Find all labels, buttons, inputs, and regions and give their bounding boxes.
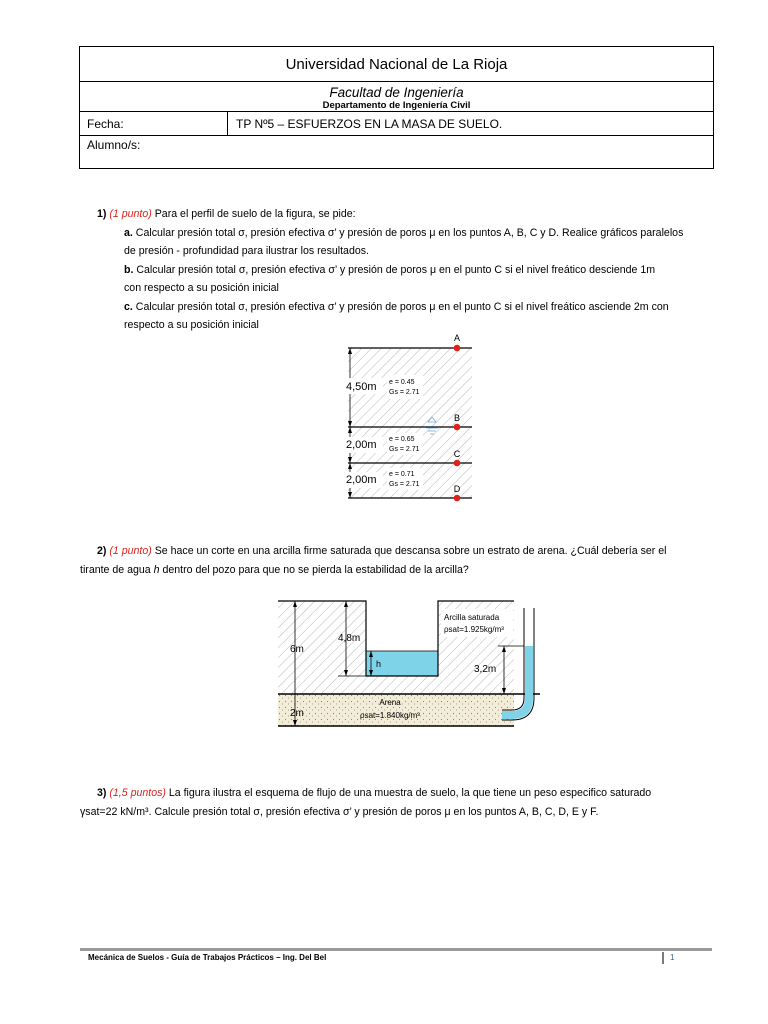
q1-number: 1) (97, 208, 107, 220)
layer1-e: e = 0.45 (389, 379, 415, 386)
q3-text-1: La figura ilustra el esquema de flujo de una muestra de suelo, la que tiene un peso especifico saturado (168, 787, 652, 799)
q3-line1 (80, 784, 714, 803)
clay-density: ρsat=1.925kg/m³ (444, 625, 504, 634)
layer1-thickness: 4,50m (346, 381, 377, 393)
question-3 (80, 784, 714, 821)
q2-text-h: h (153, 563, 160, 576)
footer-separator (662, 952, 664, 964)
q1-intro-line (97, 205, 717, 224)
point-d-label: D (453, 484, 461, 494)
q1-c-text-2: respecto a su posición inicial (124, 319, 259, 331)
q1-c-label: c. (124, 300, 133, 313)
footer-text: Mecánica de Suelos - Guía de Trabajos Prácticos – Ing. Del Bel (88, 953, 327, 962)
layer3-e: e = 0.71 (389, 471, 415, 478)
q1-c-text-1: Calcular presión total σ, presión efectiva σ’ y presión de poros μ en el punto C si el nivel freático asciende 2m con (135, 300, 669, 313)
point-a-label: A (453, 333, 461, 343)
q1-intro: Para el perfil de suelo de la figura, se pide: (154, 208, 356, 220)
q2-text-1: Se hace un corte en una arcilla firme saturada que descansa sobre un estrato de arena. ¿Cuál debería ser el (154, 545, 667, 557)
students-label: Alumno/s: (87, 138, 141, 152)
dim-h-label: h (376, 659, 382, 669)
clay-label: Arcilla saturada (444, 613, 500, 622)
dim-2m-label: 2m (290, 708, 304, 719)
q2-text-2b: dentro del pozo para que no se pierda la estabilidad de la arcilla? (159, 563, 469, 576)
department-title: Departamento de Ingeniería Civil (322, 100, 471, 111)
university-row (80, 47, 713, 82)
q2-line1 (80, 542, 714, 561)
point-b-marker (454, 424, 461, 431)
q1-a-text-1: Calcular presión total σ, presión efectiva σ’ y presión de poros μ en los puntos A, B, C y D. Realice gráficos paralelos (135, 226, 684, 239)
q1-b-label: b. (124, 263, 134, 276)
q3-number: 3) (97, 787, 107, 799)
layer1-gs: Gs = 2.71 (389, 389, 420, 396)
header-table (79, 46, 714, 169)
q3-points: (1,5 puntos) (109, 787, 166, 799)
q2-line2 (80, 561, 714, 580)
layer2-thickness: 2,00m (346, 439, 377, 451)
sand-label: Arena (379, 698, 401, 707)
date-label: Fecha: (80, 112, 228, 135)
q1-c-line1 (124, 298, 717, 317)
point-d-marker (454, 495, 461, 502)
layer2-gs: Gs = 2.71 (389, 446, 420, 453)
tp-title: TP Nº5 – ESFUERZOS EN LA MASA DE SUELO. (236, 117, 503, 131)
students-row (80, 136, 713, 168)
point-a-marker (454, 345, 461, 352)
soil-profile-figure (340, 330, 480, 505)
sand-density: ρsat=1.840kg/m³ (360, 711, 420, 720)
footer-rule (80, 948, 712, 951)
point-b-label: B (453, 413, 461, 423)
q1-a-text-2: de presión - profundidad para ilustrar los resultados. (124, 245, 369, 257)
dim-48m-label: 4,8m (338, 633, 361, 644)
point-c-marker (454, 460, 461, 467)
q3-text-2: γsat=22 kN/m³. Calcule presión total σ, presión efectiva σ’ y presión de poros μ en los puntos A, B, C, D, E y F. (80, 805, 599, 818)
q1-points: (1 punto) (109, 208, 152, 220)
question-2 (80, 542, 714, 579)
q1-b-line1 (124, 261, 717, 280)
date-row (80, 112, 713, 136)
dim-32m-label: 3,2m (474, 664, 497, 675)
q2-text-2a: tirante de agua (80, 563, 154, 576)
excavation-figure (278, 598, 540, 733)
faculty-title: Facultad de Ingeniería (329, 85, 464, 100)
university-title: Universidad Nacional de La Rioja (285, 56, 508, 73)
dim-6m-label: 6m (290, 644, 304, 655)
q1-b-text-2: con respecto a su posición inicial (124, 282, 279, 294)
faculty-row (80, 82, 713, 112)
q1-a-label: a. (124, 226, 133, 239)
q2-points: (1 punto) (109, 545, 152, 557)
q1-a-line1 (124, 224, 717, 243)
question-1 (97, 205, 717, 335)
layer2-e: e = 0.65 (389, 436, 415, 443)
point-c-label: C (453, 449, 461, 459)
q1-b-text-1: Calcular presión total σ, presión efectiva σ’ y presión de poros μ en el punto C si el nivel freático desciende 1m (136, 263, 656, 276)
page-number: 1 (670, 953, 675, 962)
layer3-thickness: 2,00m (346, 474, 377, 486)
layer3-gs: Gs = 2.71 (389, 481, 420, 488)
q2-number: 2) (97, 545, 107, 557)
